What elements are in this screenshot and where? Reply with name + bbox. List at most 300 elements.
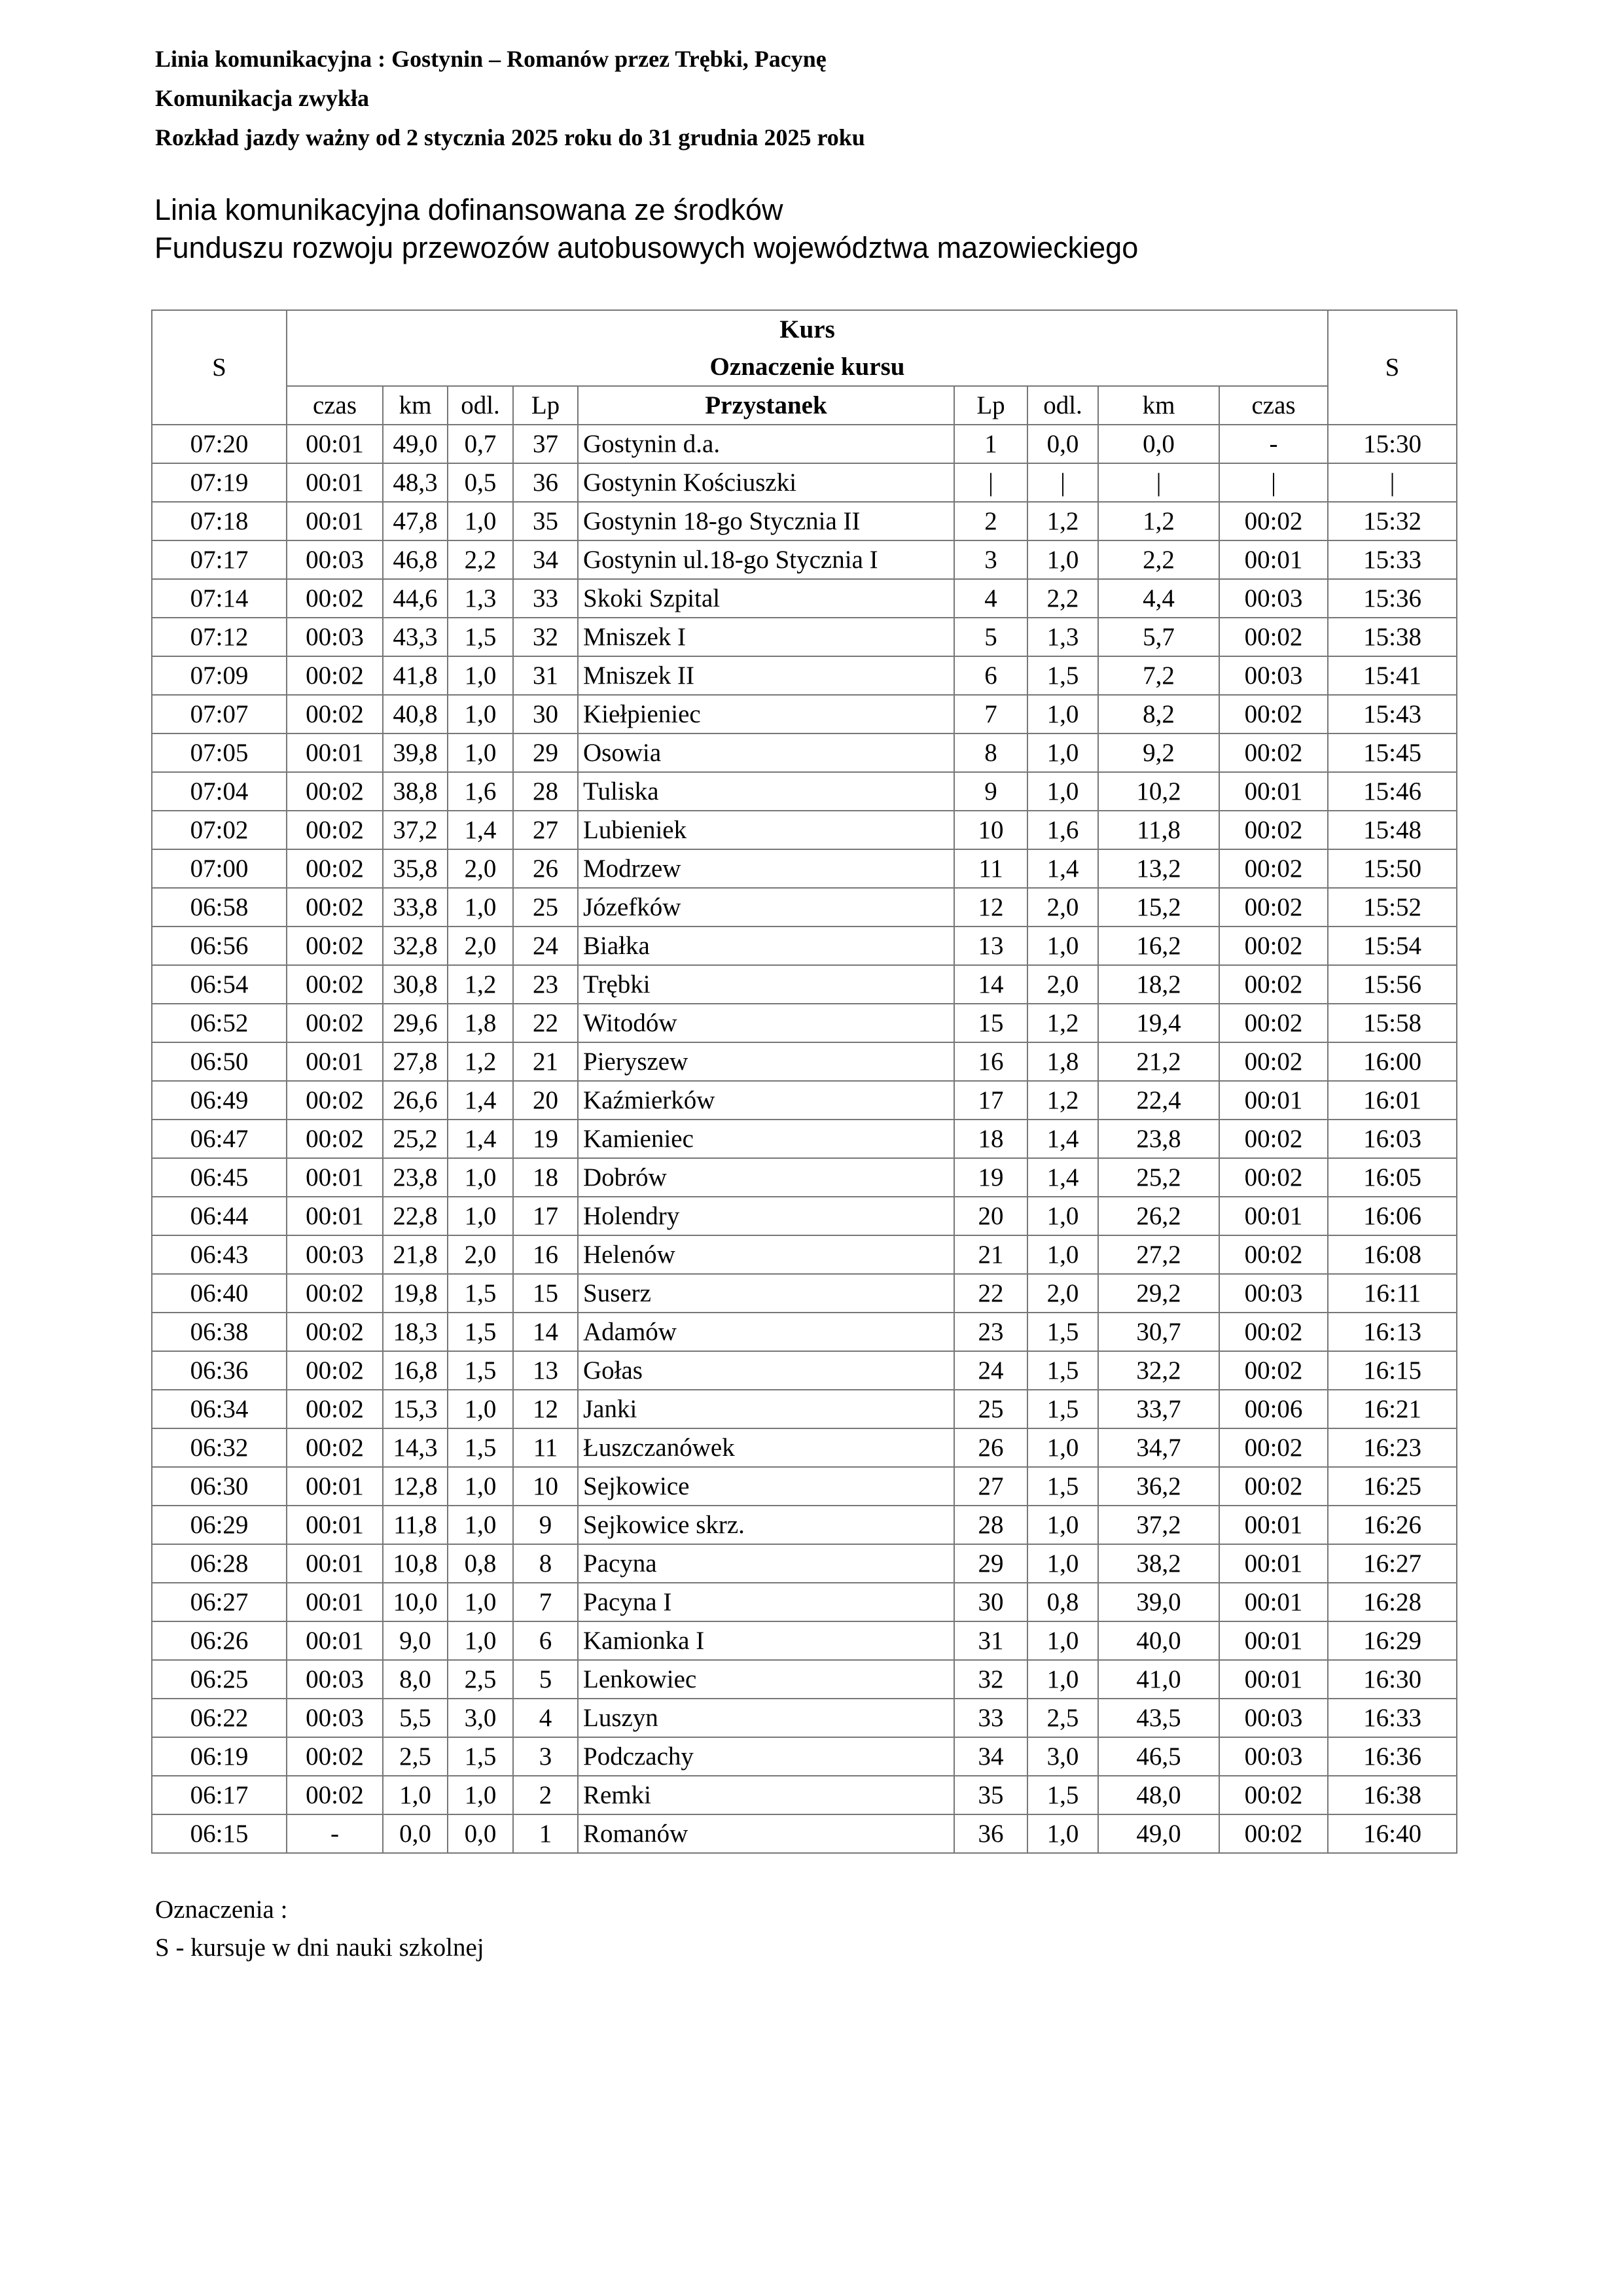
lp-right: 29 [954,1544,1027,1583]
km-right: 37,2 [1098,1506,1219,1544]
line-title: Linia komunikacyjna : Gostynin – Romanów przez Trębki, Pacynę [155,46,827,72]
odl-left: 1,2 [448,965,513,1004]
czas-right: 00:03 [1219,1737,1328,1776]
odl-right: 1,0 [1027,1506,1098,1544]
odl-left: 1,0 [448,1621,513,1660]
km-right: 25,2 [1098,1158,1219,1197]
km-left: 47,8 [383,502,448,540]
stop-name: Gostynin ul.18-go Stycznia I [578,540,954,579]
odl-left: 1,0 [448,733,513,772]
stop-name: Kamionka I [578,1621,954,1660]
table-row [152,1274,1457,1313]
oznaczenie-header: Oznaczenie kursu [287,348,1328,386]
lp-left: 2 [513,1776,578,1814]
lp-left: 22 [513,1004,578,1042]
czas-right: 00:02 [1219,1120,1328,1158]
dep-time-s: 06:15 [152,1814,287,1853]
km-right: 36,2 [1098,1467,1219,1506]
table-row [152,1428,1457,1467]
lp-left: 19 [513,1120,578,1158]
km-right: 1,2 [1098,502,1219,540]
odl-right: 1,5 [1027,1390,1098,1428]
lp-right: 30 [954,1583,1027,1621]
col-km-right: km [1098,386,1219,425]
lp-left: 26 [513,849,578,888]
table-row [152,502,1457,540]
lp-right: 34 [954,1737,1027,1776]
czas-left: 00:01 [287,1544,383,1583]
km-right: 9,2 [1098,733,1219,772]
table-row [152,772,1457,811]
km-left: 49,0 [383,425,448,463]
lp-right: 27 [954,1467,1027,1506]
czas-right: 00:02 [1219,1042,1328,1081]
odl-left: 2,5 [448,1660,513,1699]
czas-right: 00:02 [1219,965,1328,1004]
dep-time-s: 07:07 [152,695,287,733]
odl-right: 2,5 [1027,1699,1098,1737]
km-right: 27,2 [1098,1235,1219,1274]
odl-right: 1,5 [1027,1351,1098,1390]
lp-left: 30 [513,695,578,733]
table-row [152,1158,1457,1197]
dep-time-s: 07:12 [152,618,287,656]
dep-time-s: 06:40 [152,1274,287,1313]
table-row [152,579,1457,618]
stop-name: Tuliska [578,772,954,811]
lp-left: 15 [513,1274,578,1313]
km-left: 11,8 [383,1506,448,1544]
stop-name: Sejkowice [578,1467,954,1506]
column-header-row [152,386,1457,425]
km-right: 33,7 [1098,1390,1219,1428]
czas-left: 00:02 [287,927,383,965]
km-left: 29,6 [383,1004,448,1042]
odl-left: 1,3 [448,579,513,618]
dep-time-s: 06:43 [152,1235,287,1274]
km-right: 15,2 [1098,888,1219,927]
czas-right: 00:06 [1219,1390,1328,1428]
dep-time-s: 06:52 [152,1004,287,1042]
table-row [152,1081,1457,1120]
czas-right: 00:03 [1219,656,1328,695]
odl-left: 1,4 [448,1081,513,1120]
table-row [152,1583,1457,1621]
arr-time-s: 16:38 [1328,1776,1457,1814]
odl-left: 1,0 [448,888,513,927]
table-row [152,1660,1457,1699]
stop-name: Pacyna I [578,1583,954,1621]
stop-name: Sejkowice skrz. [578,1506,954,1544]
dep-time-s: 06:47 [152,1120,287,1158]
stop-name: Podczachy [578,1737,954,1776]
czas-right: 00:02 [1219,1351,1328,1390]
dep-time-s: 06:50 [152,1042,287,1081]
lp-left: 36 [513,463,578,502]
odl-right: 3,0 [1027,1737,1098,1776]
czas-right: 00:02 [1219,1313,1328,1351]
lp-right: 18 [954,1120,1027,1158]
km-left: 1,0 [383,1776,448,1814]
odl-left: 2,0 [448,927,513,965]
czas-right: 00:02 [1219,1235,1328,1274]
stop-name: Witodów [578,1004,954,1042]
lp-right: 8 [954,733,1027,772]
arr-time-s: 16:15 [1328,1351,1457,1390]
odl-left: 1,5 [448,1737,513,1776]
stop-name: Kiełpieniec [578,695,954,733]
stop-name: Adamów [578,1313,954,1351]
czas-right: 00:01 [1219,540,1328,579]
stop-name: Pieryszew [578,1042,954,1081]
km-right: 7,2 [1098,656,1219,695]
arr-time-s: 15:50 [1328,849,1457,888]
km-left: 21,8 [383,1235,448,1274]
km-left: 2,5 [383,1737,448,1776]
odl-right: 1,5 [1027,1776,1098,1814]
arr-time-s: 16:25 [1328,1467,1457,1506]
czas-left: 00:02 [287,579,383,618]
arr-time-s: 16:36 [1328,1737,1457,1776]
km-left: 19,8 [383,1274,448,1313]
km-left: 5,5 [383,1699,448,1737]
czas-right: 00:02 [1219,927,1328,965]
arr-time-s: 15:38 [1328,618,1457,656]
col-przystanek: Przystanek [578,386,954,425]
lp-right: | [954,463,1027,502]
document-header [155,39,865,157]
lp-right: 21 [954,1235,1027,1274]
left-s-header: S [152,310,287,425]
stop-name: Kamieniec [578,1120,954,1158]
km-left: 8,0 [383,1660,448,1699]
km-left: 32,8 [383,927,448,965]
odl-left: 2,0 [448,849,513,888]
czas-left: 00:01 [287,425,383,463]
lp-left: 20 [513,1081,578,1120]
dep-time-s: 07:02 [152,811,287,849]
lp-left: 16 [513,1235,578,1274]
czas-left: 00:02 [287,1313,383,1351]
stop-name: Romanów [578,1814,954,1853]
lp-left: 11 [513,1428,578,1467]
czas-right: 00:01 [1219,1544,1328,1583]
stop-name: Trębki [578,965,954,1004]
odl-right: 2,2 [1027,579,1098,618]
km-right: 16,2 [1098,927,1219,965]
dep-time-s: 07:17 [152,540,287,579]
odl-left: 1,5 [448,1313,513,1351]
km-right: 0,0 [1098,425,1219,463]
czas-left: 00:01 [287,1042,383,1081]
arr-time-s: 16:23 [1328,1428,1457,1467]
km-left: 27,8 [383,1042,448,1081]
stop-name: Lenkowiec [578,1660,954,1699]
table-row [152,1814,1457,1853]
km-right: 18,2 [1098,965,1219,1004]
czas-right: 00:02 [1219,1467,1328,1506]
stop-name: Gostynin Kościuszki [578,463,954,502]
header-row-kurs [152,310,1457,348]
dep-time-s: 06:45 [152,1158,287,1197]
stop-name: Modrzew [578,849,954,888]
km-right: | [1098,463,1219,502]
lp-right: 15 [954,1004,1027,1042]
col-czas-right: czas [1219,386,1328,425]
dep-time-s: 07:14 [152,579,287,618]
km-right: 5,7 [1098,618,1219,656]
lp-left: 37 [513,425,578,463]
km-left: 23,8 [383,1158,448,1197]
dep-time-s: 06:26 [152,1621,287,1660]
funding-line-2: Funduszu rozwoju przewozów autobusowych województwa mazowieckiego [154,231,1139,264]
km-left: 0,0 [383,1814,448,1853]
arr-time-s: 16:08 [1328,1235,1457,1274]
lp-left: 12 [513,1390,578,1428]
arr-time-s: 16:21 [1328,1390,1457,1428]
czas-left: - [287,1814,383,1853]
lp-left: 18 [513,1158,578,1197]
table-row [152,1197,1457,1235]
lp-left: 24 [513,927,578,965]
czas-right: 00:02 [1219,1158,1328,1197]
lp-right: 1 [954,425,1027,463]
lp-left: 21 [513,1042,578,1081]
odl-left: 2,2 [448,540,513,579]
lp-right: 25 [954,1390,1027,1428]
table-row [152,811,1457,849]
czas-right: 00:02 [1219,695,1328,733]
table-row [152,1313,1457,1351]
dep-time-s: 06:32 [152,1428,287,1467]
lp-right: 28 [954,1506,1027,1544]
arr-time-s: 16:27 [1328,1544,1457,1583]
stop-name: Gołas [578,1351,954,1390]
arr-time-s: 15:32 [1328,502,1457,540]
odl-right: 1,0 [1027,1197,1098,1235]
km-left: 48,3 [383,463,448,502]
km-left: 44,6 [383,579,448,618]
czas-right: 00:02 [1219,1814,1328,1853]
km-right: 48,0 [1098,1776,1219,1814]
funding-line-1: Linia komunikacyjna dofinansowana ze środków [154,193,783,226]
arr-time-s: 16:33 [1328,1699,1457,1737]
lp-left: 32 [513,618,578,656]
dep-time-s: 06:28 [152,1544,287,1583]
odl-right: 1,2 [1027,1004,1098,1042]
czas-left: 00:01 [287,733,383,772]
arr-time-s: 15:45 [1328,733,1457,772]
lp-left: 27 [513,811,578,849]
col-km-left: km [383,386,448,425]
lp-left: 10 [513,1467,578,1506]
legend-s: S - kursuje w dni nauki szkolnej [155,1934,484,1962]
arr-time-s: 15:48 [1328,811,1457,849]
stop-name: Remki [578,1776,954,1814]
arr-time-s: 16:05 [1328,1158,1457,1197]
table-row [152,1351,1457,1390]
table-row [152,927,1457,965]
dep-time-s: 06:19 [152,1737,287,1776]
dep-time-s: 07:00 [152,849,287,888]
czas-right: 00:01 [1219,1660,1328,1699]
table-row [152,1004,1457,1042]
czas-left: 00:01 [287,1197,383,1235]
dep-time-s: 06:49 [152,1081,287,1120]
km-right: 39,0 [1098,1583,1219,1621]
czas-right: 00:03 [1219,1274,1328,1313]
arr-time-s: 15:46 [1328,772,1457,811]
czas-right: 00:02 [1219,811,1328,849]
km-left: 30,8 [383,965,448,1004]
table-row [152,1506,1457,1544]
odl-right: 1,0 [1027,772,1098,811]
arr-time-s: 16:30 [1328,1660,1457,1699]
lp-left: 4 [513,1699,578,1737]
col-odl-left: odl. [448,386,513,425]
czas-right: 00:03 [1219,1699,1328,1737]
czas-left: 00:02 [287,1274,383,1313]
km-left: 18,3 [383,1313,448,1351]
lp-right: 13 [954,927,1027,965]
odl-left: 1,0 [448,1390,513,1428]
odl-right: 1,0 [1027,1544,1098,1583]
km-right: 30,7 [1098,1313,1219,1351]
odl-left: 1,0 [448,502,513,540]
dep-time-s: 06:22 [152,1699,287,1737]
table-row [152,1621,1457,1660]
stop-name: Gostynin 18-go Stycznia II [578,502,954,540]
km-left: 41,8 [383,656,448,695]
czas-left: 00:02 [287,849,383,888]
service-type: Komunikacja zwykła [155,85,370,111]
odl-right: 1,0 [1027,1660,1098,1699]
czas-left: 00:03 [287,540,383,579]
lp-right: 36 [954,1814,1027,1853]
odl-right: 1,0 [1027,1235,1098,1274]
km-right: 21,2 [1098,1042,1219,1081]
lp-right: 17 [954,1081,1027,1120]
table-row [152,463,1457,502]
odl-right: 1,0 [1027,927,1098,965]
odl-right: 1,5 [1027,1467,1098,1506]
stop-name: Łuszczanówek [578,1428,954,1467]
odl-left: 1,0 [448,1158,513,1197]
lp-left: 33 [513,579,578,618]
czas-right: 00:02 [1219,1776,1328,1814]
odl-left: 1,0 [448,695,513,733]
czas-right: 00:01 [1219,1583,1328,1621]
km-right: 34,7 [1098,1428,1219,1467]
czas-left: 00:03 [287,618,383,656]
odl-left: 1,8 [448,1004,513,1042]
odl-left: 1,5 [448,618,513,656]
km-right: 29,2 [1098,1274,1219,1313]
stop-name: Dobrów [578,1158,954,1197]
arr-time-s: 16:03 [1328,1120,1457,1158]
col-odl-right: odl. [1027,386,1098,425]
czas-right: 00:02 [1219,849,1328,888]
odl-right: 0,0 [1027,425,1098,463]
km-left: 33,8 [383,888,448,927]
lp-right: 3 [954,540,1027,579]
odl-right: 1,2 [1027,502,1098,540]
czas-left: 00:03 [287,1699,383,1737]
lp-right: 6 [954,656,1027,695]
czas-left: 00:02 [287,1428,383,1467]
lp-left: 31 [513,656,578,695]
km-left: 10,8 [383,1544,448,1583]
dep-time-s: 06:30 [152,1467,287,1506]
lp-right: 23 [954,1313,1027,1351]
arr-time-s: 15:56 [1328,965,1457,1004]
odl-right: 1,0 [1027,540,1098,579]
odl-right: | [1027,463,1098,502]
czas-left: 00:02 [287,811,383,849]
czas-left: 00:01 [287,1506,383,1544]
czas-left: 00:02 [287,1737,383,1776]
km-left: 12,8 [383,1467,448,1506]
odl-right: 1,0 [1027,1621,1098,1660]
legend-title: Oznaczenia : [155,1896,288,1924]
odl-left: 1,0 [448,1776,513,1814]
km-left: 15,3 [383,1390,448,1428]
dep-time-s: 06:36 [152,1351,287,1390]
odl-right: 1,0 [1027,1428,1098,1467]
lp-left: 6 [513,1621,578,1660]
arr-time-s: 16:06 [1328,1197,1457,1235]
arr-time-s: 15:58 [1328,1004,1457,1042]
km-left: 39,8 [383,733,448,772]
arr-time-s: 16:13 [1328,1313,1457,1351]
odl-left: 1,0 [448,656,513,695]
lp-right: 9 [954,772,1027,811]
stop-name: Kaźmierków [578,1081,954,1120]
lp-right: 11 [954,849,1027,888]
table-row [152,695,1457,733]
arr-time-s: 16:29 [1328,1621,1457,1660]
col-czas-left: czas [287,386,383,425]
dep-time-s: 07:18 [152,502,287,540]
odl-right: 1,0 [1027,1814,1098,1853]
km-left: 43,3 [383,618,448,656]
lp-right: 16 [954,1042,1027,1081]
dep-time-s: 07:20 [152,425,287,463]
arr-time-s: 15:36 [1328,579,1457,618]
lp-right: 24 [954,1351,1027,1390]
czas-right: 00:02 [1219,502,1328,540]
arr-time-s: 15:41 [1328,656,1457,695]
km-right: 43,5 [1098,1699,1219,1737]
odl-right: 1,4 [1027,1120,1098,1158]
stop-name: Osowia [578,733,954,772]
czas-left: 00:01 [287,1583,383,1621]
lp-right: 10 [954,811,1027,849]
odl-left: 1,5 [448,1351,513,1390]
table-row [152,849,1457,888]
odl-right: 1,2 [1027,1081,1098,1120]
dep-time-s: 06:56 [152,927,287,965]
lp-left: 5 [513,1660,578,1699]
lp-left: 9 [513,1506,578,1544]
odl-right: 0,8 [1027,1583,1098,1621]
stop-name: Janki [578,1390,954,1428]
lp-right: 4 [954,579,1027,618]
km-right: 10,2 [1098,772,1219,811]
odl-left: 2,0 [448,1235,513,1274]
lp-right: 26 [954,1428,1027,1467]
czas-right: 00:03 [1219,579,1328,618]
